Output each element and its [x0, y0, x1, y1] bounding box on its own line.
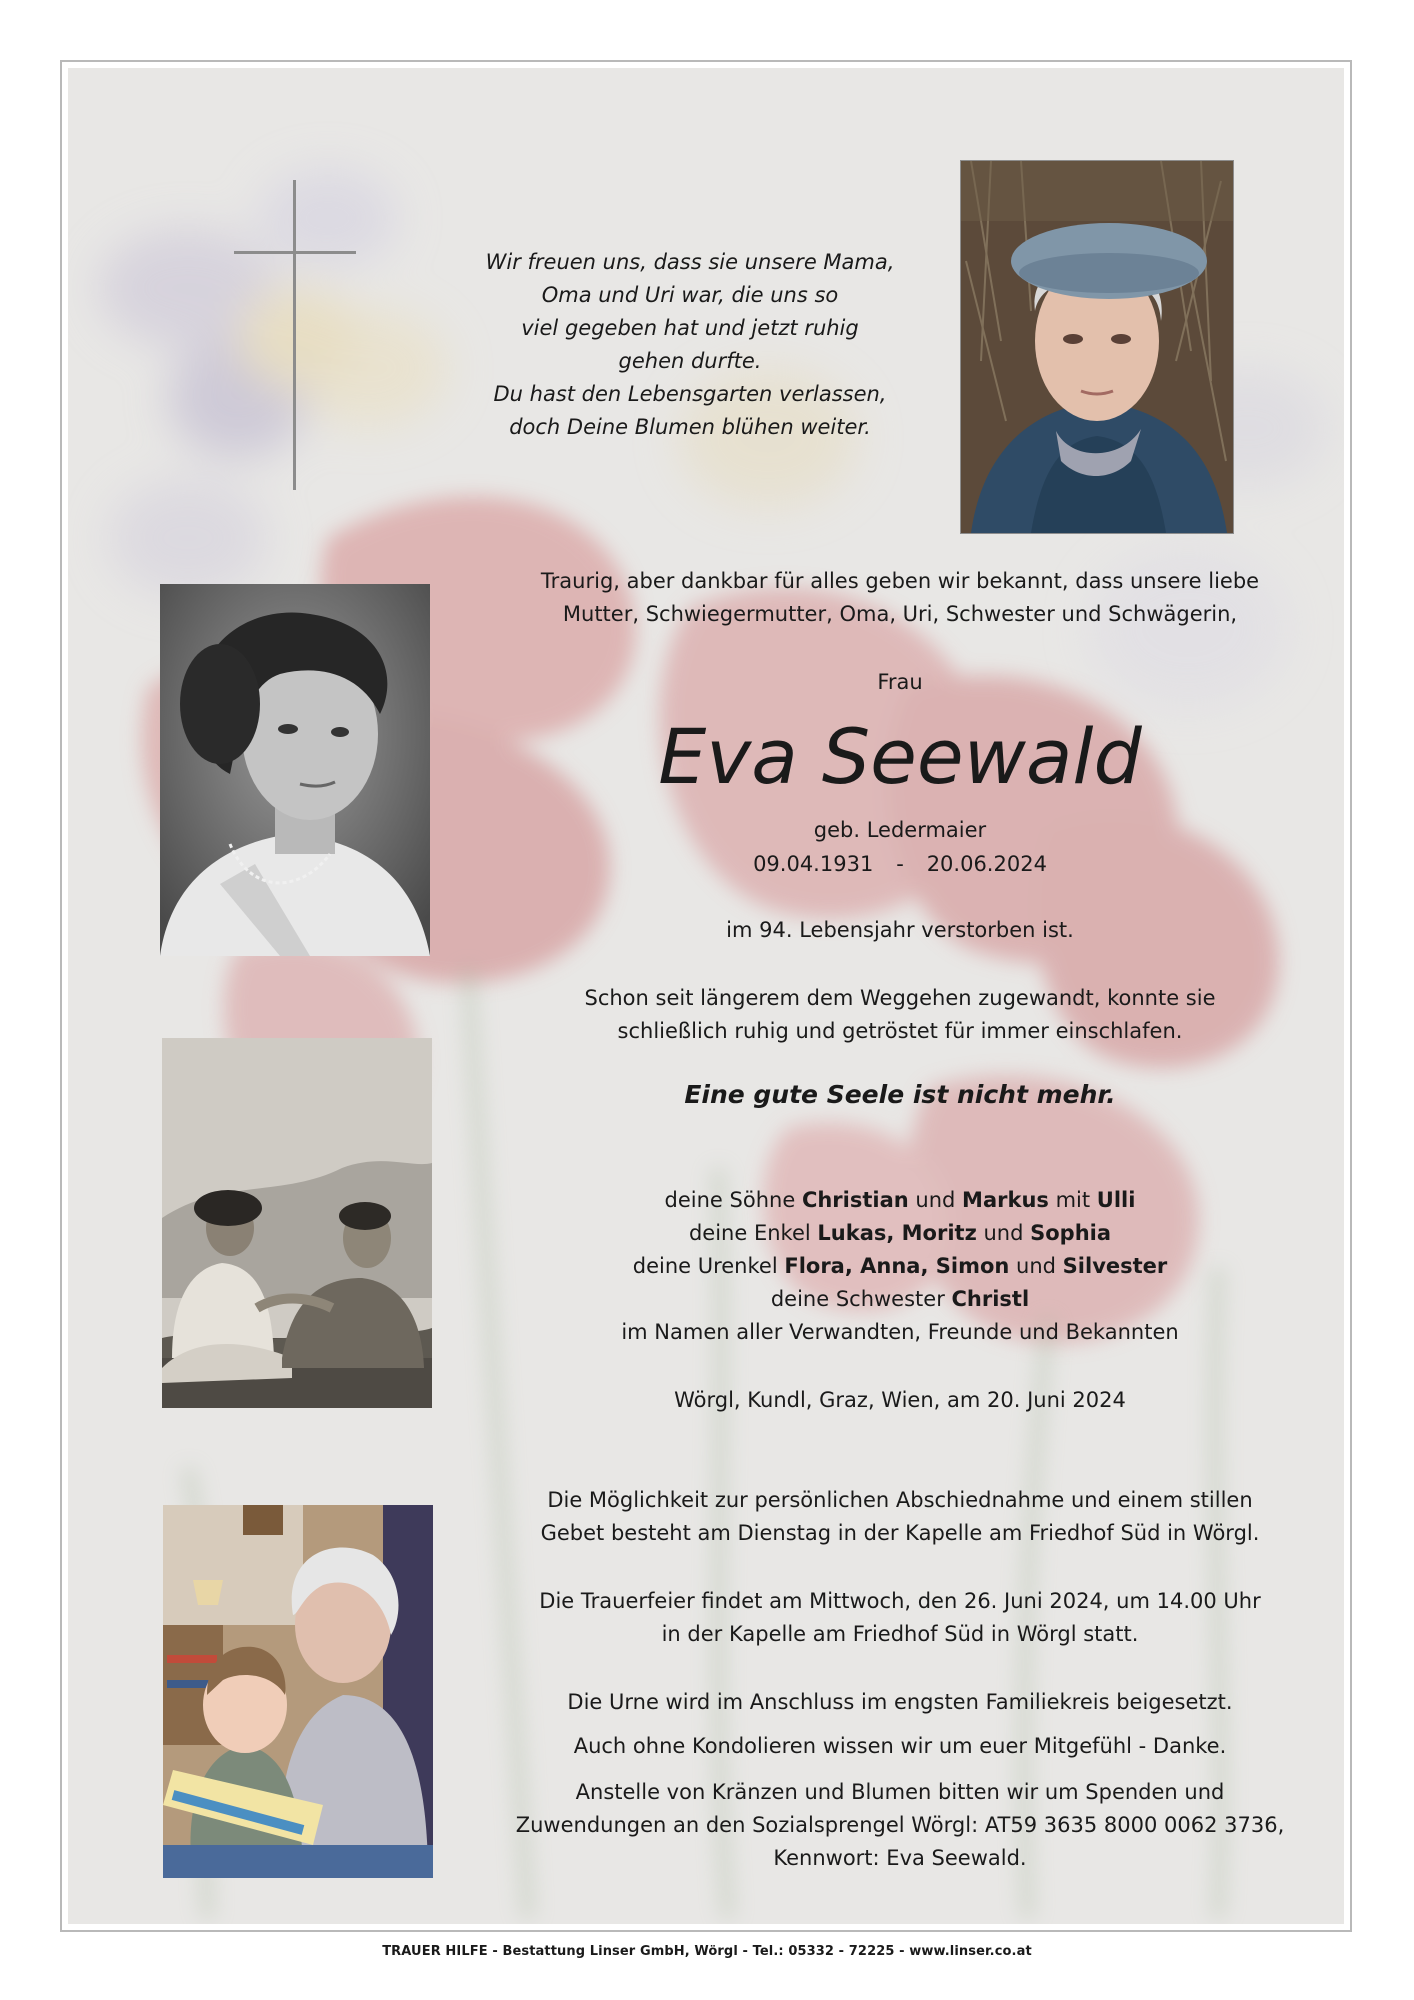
label-grandchildren: deine Enkel	[688, 1221, 811, 1245]
reading-with-baby-photo	[163, 1505, 433, 1878]
sister-name: Christl	[951, 1287, 1030, 1311]
poem-line: gehen durfte.	[618, 349, 762, 373]
date-separator: -	[896, 852, 904, 876]
farewell-line: Gebet besteht am Dienstag in der Kapelle am Friedhof Süd in Wörgl.	[540, 1521, 1260, 1545]
partner-name: Ulli	[1096, 1188, 1136, 1212]
son-name: Markus	[962, 1188, 1049, 1212]
bw-portrait-photo	[160, 584, 430, 956]
birth-date: 09.04.1931	[753, 852, 874, 876]
great-grandchildren-names: Flora, Anna, Simon	[784, 1254, 1010, 1278]
motto: Eine gute Seele ist nicht mehr.	[684, 1080, 1116, 1109]
announcement-line: Mutter, Schwiegermutter, Oma, Uri, Schwester und Schwägerin,	[562, 602, 1238, 626]
donation-line: Zuwendungen an den Sozialsprengel Wörgl: AT59 3635 8000 0062 3736,	[515, 1813, 1285, 1837]
portrait-photo	[960, 160, 1234, 534]
deceased-name: Eva Seewald	[658, 712, 1142, 801]
son-name: Christian	[801, 1188, 909, 1212]
great-grandchild-name: Silvester	[1062, 1254, 1168, 1278]
farewell-text	[470, 1484, 1330, 1550]
ceremony-line: in der Kapelle am Friedhof Süd in Wörgl statt.	[661, 1622, 1139, 1646]
poem-line: viel gegeben hat und jetzt ruhig	[521, 316, 859, 340]
mourners-on-behalf: im Namen aller Verwandten, Freunde und Bekannten	[621, 1320, 1179, 1344]
poem-line: Du hast den Lebensgarten verlassen,	[493, 382, 887, 406]
conjunction: und	[983, 1221, 1024, 1245]
farewell-line: Die Möglichkeit zur persönlichen Abschiednahme und einem stillen	[547, 1488, 1253, 1512]
salutation: Frau	[877, 670, 923, 694]
announcement	[470, 565, 1330, 631]
donation-line: Kennwort: Eva Seewald.	[773, 1846, 1027, 1870]
label-sister: deine Schwester	[770, 1287, 945, 1311]
mourners-sons	[470, 1184, 1330, 1217]
conjunction: und	[1016, 1254, 1056, 1278]
poem-line: Wir freuen uns, dass sie unsere Mama,	[485, 250, 895, 274]
grandchildren-names: Lukas, Moritz	[817, 1221, 977, 1245]
poem	[420, 246, 960, 444]
birth-name: geb. Ledermaier	[813, 818, 987, 842]
place-date: Wörgl, Kundl, Graz, Wien, am 20. Juni 2024	[674, 1388, 1126, 1412]
poem-line: Oma und Uri war, die uns so	[541, 283, 839, 307]
mourners-list	[470, 1184, 1330, 1349]
death-date: 20.06.2024	[926, 852, 1047, 876]
mourners-sister	[470, 1283, 1330, 1316]
passing-line: schließlich ruhig und getröstet für immer einschlafen.	[617, 1019, 1183, 1043]
condolence-text: Auch ohne Kondolieren wissen wir um euer Mitgefühl - Danke.	[573, 1734, 1227, 1758]
life-dates	[470, 848, 1330, 881]
cross-icon	[232, 180, 360, 492]
sepia-couple-photo	[162, 1038, 432, 1408]
label-sons: deine Söhne	[664, 1188, 796, 1212]
conjunction: mit	[1055, 1188, 1091, 1212]
poem-line: doch Deine Blumen blühen weiter.	[509, 415, 871, 439]
grandchild-name: Sophia	[1030, 1221, 1112, 1245]
conjunction: und	[915, 1188, 956, 1212]
ceremony-line: Die Trauerfeier findet am Mittwoch, den 26. Juni 2024, um 14.00 Uhr	[539, 1589, 1261, 1613]
mourners-grandchildren	[470, 1217, 1330, 1250]
age-line: im 94. Lebensjahr verstorben ist.	[726, 918, 1074, 942]
ceremony-text	[470, 1585, 1330, 1651]
footer-imprint: TRAUER HILFE - Bestattung Linser GmbH, Wörgl - Tel.: 05332 - 72225 - www.linser.co.at	[382, 1944, 1032, 1959]
passing-line: Schon seit längerem dem Weggehen zugewandt, konnte sie	[584, 986, 1216, 1010]
passing-text	[470, 982, 1330, 1048]
label-great-grandchildren: deine Urenkel	[632, 1254, 778, 1278]
announcement-line: Traurig, aber dankbar für alles geben wir bekannt, dass unsere liebe	[540, 569, 1260, 593]
mourners-great-grandchildren	[470, 1250, 1330, 1283]
urn-text: Die Urne wird im Anschluss im engsten Familiekreis beigesetzt.	[567, 1690, 1233, 1714]
donation-line: Anstelle von Kränzen und Blumen bitten wir um Spenden und	[575, 1780, 1225, 1804]
donation-text	[470, 1776, 1330, 1875]
